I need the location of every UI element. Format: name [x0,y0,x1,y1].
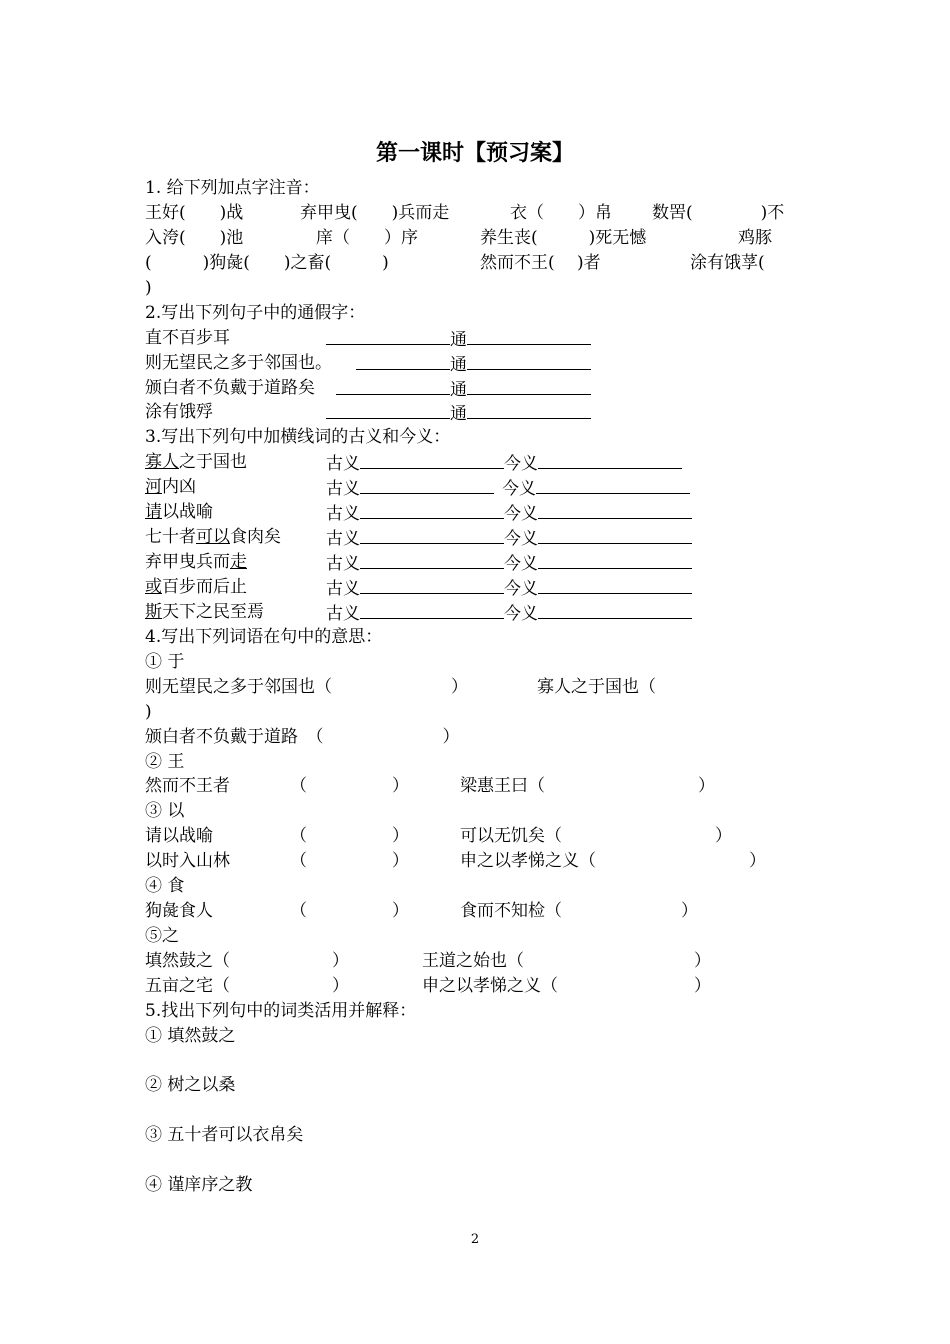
page-title: 第一课时【预习案】 [375,140,574,166]
q1-item: ) [145,278,152,298]
q4-item: 寡人之于国也（ [537,677,656,697]
answer-blank[interactable] [360,475,494,494]
answer-blank[interactable] [360,550,504,569]
q1-item: 王好( )战 [145,203,244,223]
q1-item: 衣（ ）帛 [510,203,612,223]
q1-item: 然而不王( )者 [480,253,601,273]
q1-item: 养生丧( )死无憾 [480,228,647,248]
q2-sentence: 直不百步耳 [145,328,230,348]
q3-phrase: 请以战喻 [145,502,213,522]
q5-item: ① 填然鼓之 [145,1026,236,1046]
q1-heading: 1. 给下列加点字注音： [145,178,320,198]
q4-word-label: ③ 以 [145,801,185,821]
q1-item: 弃甲曳( )兵而走 [300,203,450,223]
q3-phrase: 河内凶 [145,477,196,497]
answer-blank[interactable] [356,351,450,370]
q4-word-label: ④ 食 [145,876,185,896]
q2-sentence: 则无望民之多于邻国也。 [145,353,332,373]
q4-item: 王道之始也（ ） [422,951,711,971]
answer-blank[interactable] [538,550,692,569]
q4-paren: （ ） [290,776,409,796]
q4-item: 请以战喻 [145,826,213,846]
tong-label: 通 [450,330,467,350]
answer-blank[interactable] [538,525,692,544]
q3-answer-row: 古义 今义 [326,475,690,499]
answer-blank[interactable] [467,351,591,370]
answer-blank[interactable] [360,450,504,469]
q3-answer-row: 古义 今义 [326,600,692,624]
q4-paren: （ ） [290,901,409,921]
answer-blank[interactable] [538,500,692,519]
q1-item: 庠（ ）序 [316,228,418,248]
q1-item: 涂有饿莩( [690,253,765,273]
answer-blank[interactable] [538,450,682,469]
q3-answer-row: 古义 今义 [326,500,692,524]
underlined-word: 走 [230,552,247,572]
underlined-word: 斯 [145,602,162,622]
answer-blank[interactable] [538,600,692,619]
q5-item: ② 树之以桑 [145,1075,236,1095]
answer-blank[interactable] [360,525,504,544]
q2-sentence: 颁白者不负戴于道路矣 [145,378,315,398]
q4-word-label: ① 于 [145,652,185,672]
q5-item: ④ 谨庠序之教 [145,1175,253,1195]
q1-item: 数罟( )不 [652,203,785,223]
q4-item: 狗彘食人 [145,901,213,921]
q5-item: ③ 五十者可以衣帛矣 [145,1125,304,1145]
q3-phrase: 七十者可以食肉矣 [145,527,281,547]
q4-item: 填然鼓之（ ） [145,951,349,971]
q4-item: 申之以孝悌之义（ ） [422,976,711,996]
q4-word-label: ② 王 [145,752,185,772]
underlined-word: 可以 [196,527,230,547]
q3-heading: 3.写出下列句中加横线词的古义和今义： [145,427,451,447]
q5-heading: 5.找出下列句中的词类活用并解释： [145,1001,417,1021]
q1-item: ( )狗彘( )之畜( ) [145,253,389,273]
answer-blank[interactable] [360,575,504,594]
q4-item: 食而不知检（ ） [460,901,698,921]
answer-blank[interactable] [467,326,591,345]
q3-answer-row: 古义 今义 [326,575,692,599]
tong-label: 通 [450,355,467,375]
q4-item: 申之以孝悌之义（ ） [460,851,766,871]
q3-phrase: 弃甲曳兵而走 [145,552,247,572]
q4-item: 则无望民之多于邻国也（ ） [145,677,468,697]
q3-phrase: 斯天下之民至焉 [145,602,264,622]
answer-blank[interactable] [467,400,591,419]
tong-label: 通 [450,380,467,400]
q4-paren: （ ） [290,851,409,871]
q3-answer-row: 古义 今义 [326,525,692,549]
answer-blank[interactable] [326,400,450,419]
answer-blank[interactable] [360,500,504,519]
tong-label: 通 [450,404,467,424]
q4-item: 梁惠王曰（ ） [460,776,715,796]
q3-phrase: 或百步而后止 [145,577,247,597]
answer-blank[interactable] [336,376,450,395]
q3-phrase: 寡人之于国也 [145,452,247,472]
q2-heading: 2.写出下列句子中的通假字： [145,303,366,323]
q4-item: ) [145,702,152,722]
answer-blank[interactable] [326,326,450,345]
q4-word-label: ⑤之 [145,926,179,946]
answer-blank[interactable] [360,600,504,619]
q3-answer-row: 古义 今义 [326,450,682,474]
q4-item: 颁白者不负戴于道路 （ ） [145,727,460,747]
underlined-word: 寡人 [145,452,179,472]
answer-blank[interactable] [538,575,692,594]
underlined-word: 请 [145,502,162,522]
q3-answer-row: 古义 今义 [326,550,692,574]
q4-item: 然而不王者 [145,776,230,796]
q4-item: 可以无饥矣（ ） [460,826,732,846]
underlined-word: 或 [145,577,162,597]
answer-blank[interactable] [467,376,591,395]
q4-paren: （ ） [290,826,409,846]
q1-item: 鸡豚 [738,228,772,248]
q4-item: 五亩之宅（ ） [145,976,349,996]
q4-heading: 4.写出下列词语在句中的意思： [145,627,383,647]
q2-sentence: 涂有饿殍 [145,402,213,422]
page-number: 2 [470,1232,480,1247]
q4-item: 以时入山林 [145,851,230,871]
underlined-word: 河 [145,477,162,497]
answer-blank[interactable] [536,475,690,494]
q1-item: 入洿( )池 [145,228,244,248]
